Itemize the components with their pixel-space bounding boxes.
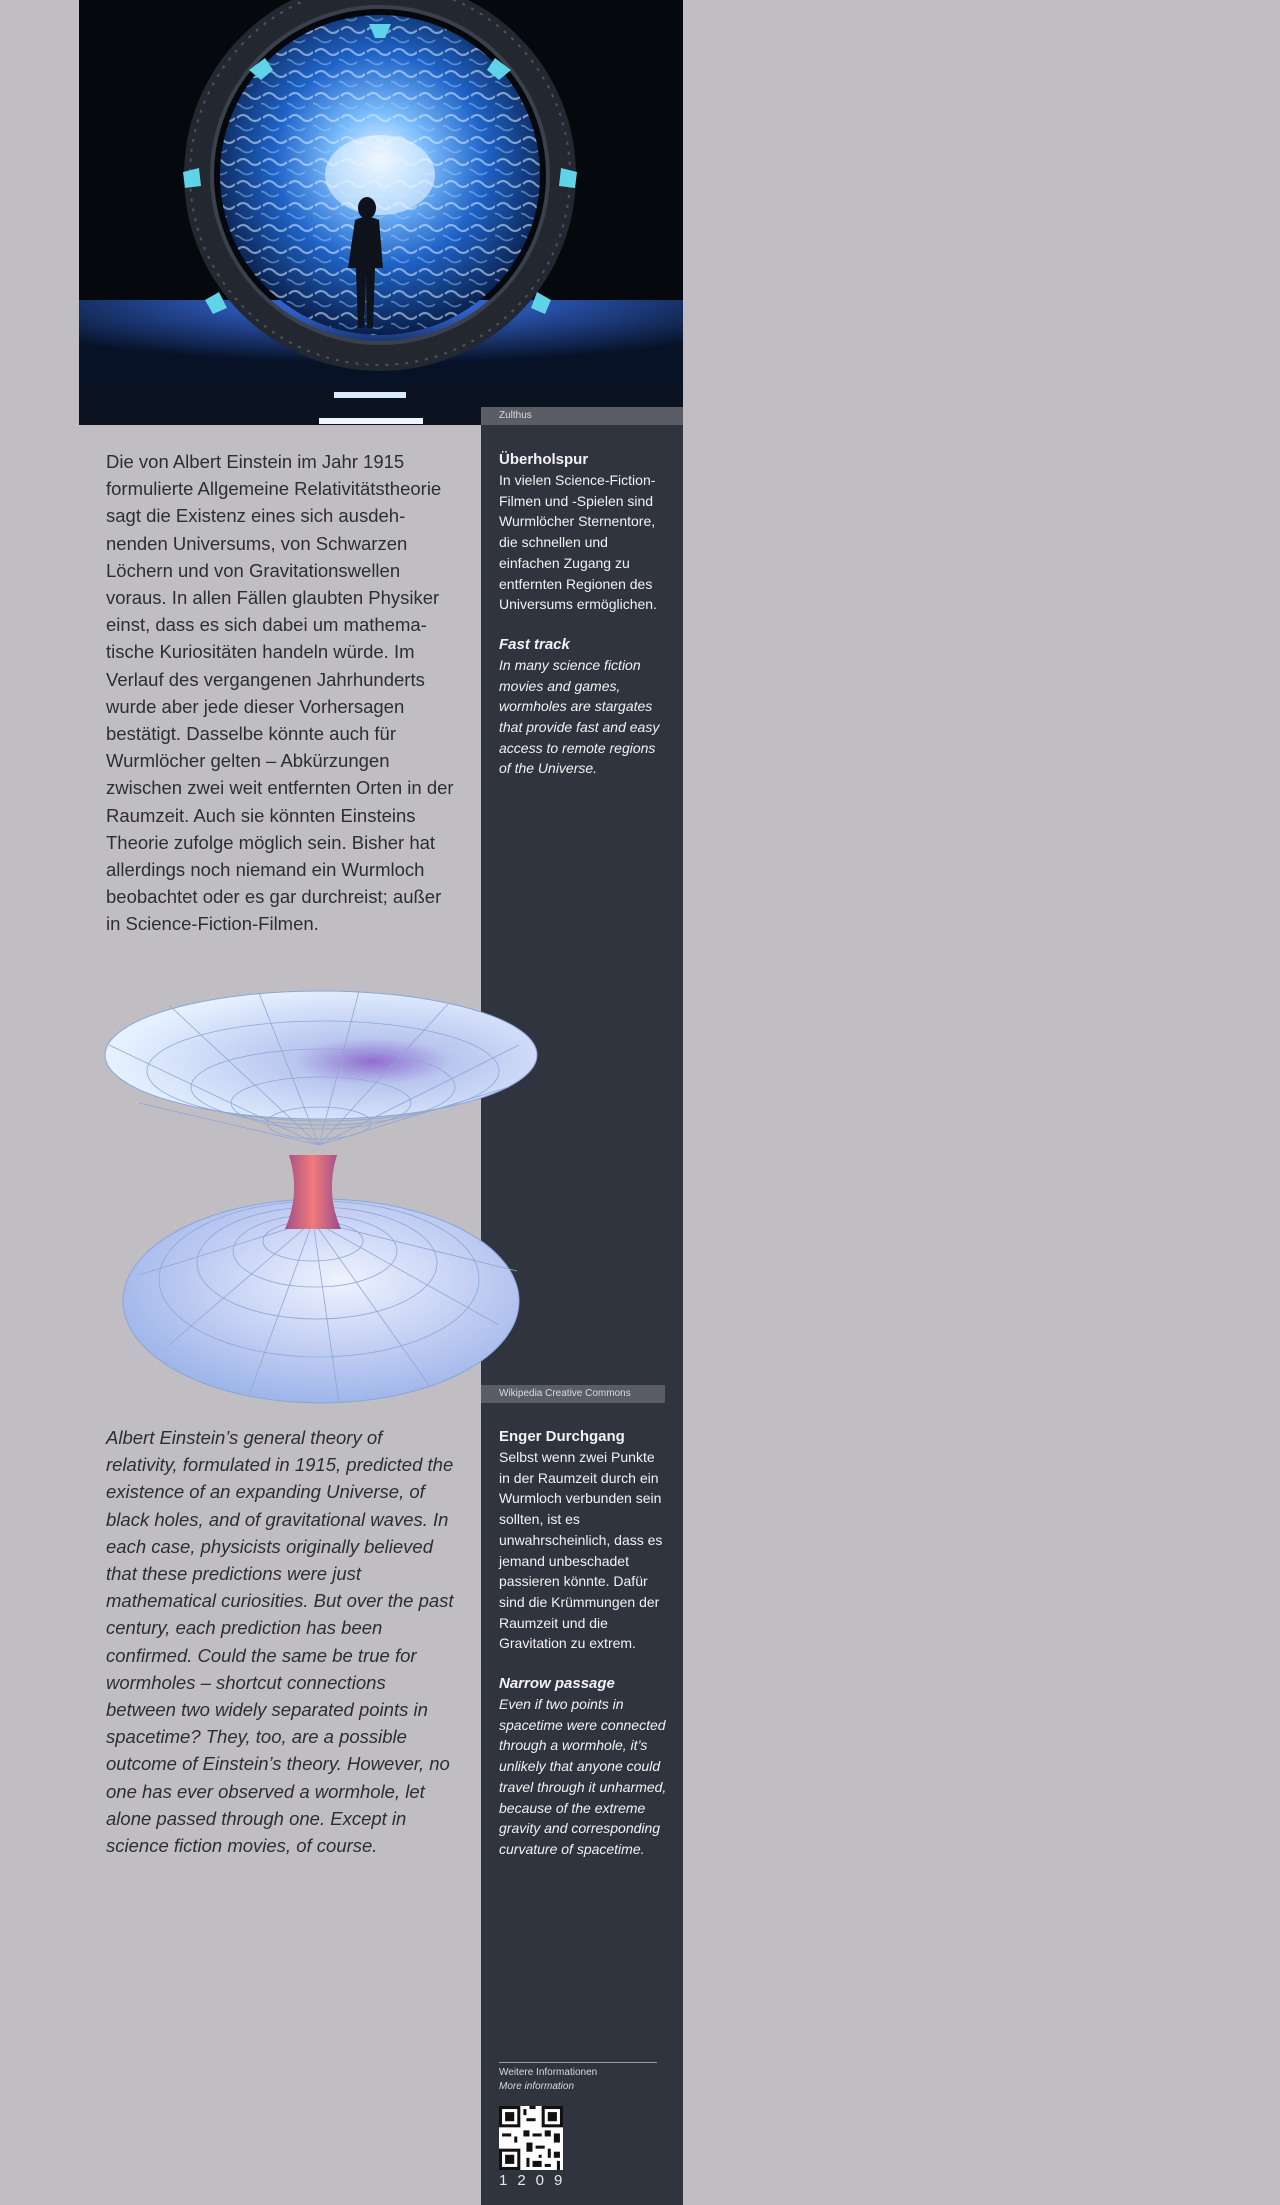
stargate-image bbox=[79, 0, 683, 425]
qr-code-icon[interactable] bbox=[499, 2106, 563, 2170]
block-title-de: Überholspur bbox=[499, 451, 589, 468]
info-divider bbox=[499, 2062, 657, 2063]
more-info-label-de: Weitere Informationen bbox=[499, 2067, 598, 2078]
exhibit-code: 1209 bbox=[499, 2172, 573, 2189]
figure-credit: Wikipedia Creative Commons bbox=[481, 1385, 665, 1403]
block-title-en: Narrow passage bbox=[499, 1675, 615, 1693]
block-title-en: Fast track bbox=[499, 635, 570, 653]
paragraph-english: Albert Einstein’s general theory of relativity, formulated in 1915, predicted the existence of an expanding Universe, of black holes, and of gravitational waves. In each case, physicists originally believed that these predictions were just mathematical curiosities. But over the past century, each prediction has been confirmed. Could the same be true for wormholes – shortcut connections between two widely separated points in spacetime? They, too, are a possible outcome of Einstein’s theory. However, no one has ever observed a wormhole, let alone passed through one. Except in science fiction movies, of course. bbox=[106, 1427, 454, 1857]
block-body-de: Selbst wenn zwei Punkte in der Raumzeit durch ein Wurmloch verbunden sein sollten, ist es unwahrscheinlich, dass es jemand unbeschadet passieren könnte. Dafür sind die Krümmungen der Raumzeit und die Gravitation zu extrem. bbox=[499, 1449, 663, 1652]
block-title-de: Enger Durchgang bbox=[499, 1428, 625, 1445]
exhibit-panel bbox=[79, 0, 683, 2205]
hero-credit: Zulthus bbox=[481, 407, 683, 425]
block-body-en: Even if two points in spacetime were connected through a wormhole, it’s unlikely that anyone could travel through it unharmed, because of the extreme gravity and corresponding curvature of spacetime. bbox=[499, 1696, 667, 1857]
sidebar-block-fast-track bbox=[499, 450, 669, 779]
wormhole-diagram bbox=[79, 975, 539, 1410]
block-body-en: In many science fiction movies and games, wormholes are stargates that provide fast and easy access to remote regions of the Universe. bbox=[499, 656, 660, 777]
block-body-de: In vielen Science-Fiction-Filmen und -Spielen sind Wurmlöcher Sternentore, die schnellen und einfachen Zugang zu entfernten Regionen des Universums ermöglichen. bbox=[499, 472, 657, 613]
sidebar-block-narrow-passage bbox=[499, 1427, 669, 1860]
paragraph-german: Die von Albert Einstein im Jahr 1915 formulierte Allgemeine Relativitätstheorie sagt die Existenz eines sich ausdehnenden Universums, von Schwarzen Löchern und von Gravitationswellen voraus. In allen Fällen glaubten Physiker einst, dass es sich dabei um mathematische Kuriositäten handeln würde. Im Verlauf des vergangenen Jahrhunderts wurde aber jede dieser Vorhersagen bestätigt. Dasselbe könnte auch für Wurmlöcher gelten – Abkürzungen zwischen zwei weit entfernten Orten in der Raumzeit. Auch sie könnten Einsteins Theorie zufolge möglich sein. Bisher hat allerdings noch niemand ein Wurmloch beobachtet oder es gar durchreist; außer in Science-Fiction-Filmen. bbox=[106, 451, 454, 935]
more-info-label-en: More information bbox=[499, 2081, 575, 2092]
